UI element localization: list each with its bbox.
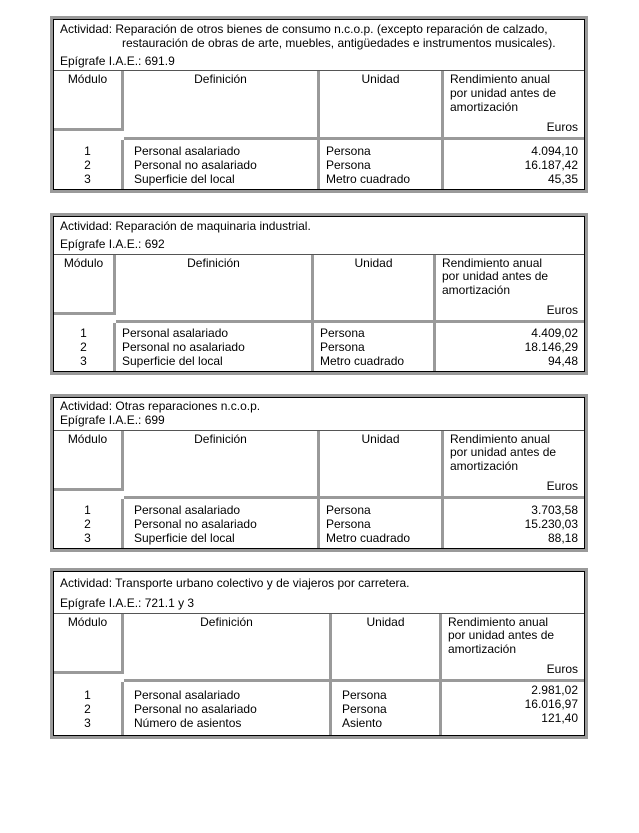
column-rendimiento	[436, 323, 584, 371]
modules-table	[54, 614, 584, 735]
header-rendimiento: Rendimiento anual por unidad antes de amortización Euros	[444, 431, 584, 499]
header-rendimiento: Rendimiento anual por unidad antes de amortización Euros	[442, 614, 584, 682]
column-modulo	[54, 499, 124, 548]
row-1-unidad: Persona	[342, 687, 387, 702]
row-2-definicion: Personal no asalariado	[134, 157, 257, 172]
row-1-unidad: Persona	[326, 143, 371, 158]
activity-title-line2: restauración de obras de arte, muebles, antigüedades e instrumentos musicales).	[122, 35, 556, 50]
row-1-unidad: Persona	[320, 325, 365, 340]
modules-table	[54, 255, 584, 371]
modules-table	[54, 71, 584, 188]
activity-header	[54, 572, 584, 614]
activity-title-line1: Actividad: Reparación de otros bienes de consumo n.c.o.p. (excepto reparación de calzado,	[60, 22, 548, 36]
row-1-definicion: Personal asalariado	[134, 502, 241, 517]
column-definicion	[116, 323, 314, 371]
column-unidad	[320, 140, 444, 189]
row-3-definicion: Superficie del local	[134, 171, 235, 186]
row-1-definicion: Personal asalariado	[134, 687, 241, 702]
row-2-rendimiento: 18.146,29	[524, 339, 578, 354]
row-2-rendimiento: 15.230,03	[524, 516, 578, 531]
header-euros: Euros	[546, 661, 578, 676]
column-definicion	[124, 682, 332, 735]
row-3-modulo: 3	[84, 171, 91, 186]
header-modulo: Módulo	[54, 71, 124, 131]
row-2-definicion: Personal no asalariado	[134, 516, 257, 531]
header-unidad: Unidad	[320, 71, 444, 139]
column-definicion	[124, 140, 320, 189]
row-3-unidad: Metro cuadrado	[326, 530, 411, 545]
row-1-rendimiento: 2.981,02	[531, 682, 578, 697]
row-3-definicion: Superficie del local	[122, 353, 223, 368]
epigrafe: Epígrafe I.A.E.: 691.9	[60, 53, 175, 68]
row-3-definicion: Número de asientos	[134, 715, 242, 730]
header-modulo: Módulo	[54, 614, 124, 674]
column-modulo	[54, 682, 124, 735]
column-rendimiento	[444, 140, 584, 189]
header-modulo: Módulo	[54, 431, 124, 491]
row-1-unidad: Persona	[326, 502, 371, 517]
header-euros: Euros	[546, 119, 578, 134]
row-3-rendimiento: 94,48	[547, 353, 578, 368]
row-2-modulo: 2	[80, 339, 87, 354]
column-modulo	[54, 323, 116, 371]
header-definicion: Definición	[116, 255, 314, 323]
row-1-modulo: 1	[84, 502, 91, 517]
activity-title: Actividad: Transporte urbano colectivo y de viajeros por carretera.	[60, 576, 410, 590]
row-2-unidad: Persona	[326, 516, 371, 531]
row-1-definicion: Personal asalariado	[122, 325, 229, 340]
row-1-modulo: 1	[84, 143, 91, 158]
activity-block-1	[50, 16, 588, 193]
row-3-definicion: Superficie del local	[134, 530, 235, 545]
modules-table	[54, 431, 584, 548]
row-3-unidad: Metro cuadrado	[326, 171, 411, 186]
activity-title: Actividad: Reparación de maquinaria industrial.	[60, 219, 311, 233]
row-3-rendimiento: 121,40	[541, 710, 578, 725]
activity-block-3	[50, 394, 588, 552]
header-unidad: Unidad	[314, 255, 436, 323]
row-2-modulo: 2	[84, 516, 91, 531]
epigrafe: Epígrafe I.A.E.: 699	[60, 412, 165, 427]
header-modulo: Módulo	[54, 255, 116, 315]
activity-header	[54, 217, 584, 255]
row-3-rendimiento: 45,35	[547, 171, 578, 186]
activity-header	[54, 20, 584, 71]
column-unidad	[332, 682, 442, 735]
header-euros: Euros	[546, 478, 578, 493]
row-2-rendimiento: 16.187,42	[524, 157, 578, 172]
header-euros: Euros	[546, 302, 578, 317]
row-2-rendimiento: 16.016,97	[524, 696, 578, 711]
row-3-modulo: 3	[84, 715, 91, 730]
row-3-unidad: Metro cuadrado	[320, 353, 405, 368]
column-rendimiento	[444, 499, 584, 548]
row-1-rendimiento: 4.409,02	[531, 325, 578, 340]
column-unidad	[314, 323, 436, 371]
header-unidad: Unidad	[320, 431, 444, 499]
row-2-modulo: 2	[84, 157, 91, 172]
row-3-rendimiento: 88,18	[547, 530, 578, 545]
row-2-unidad: Persona	[326, 157, 371, 172]
header-definicion: Definición	[124, 71, 320, 139]
row-1-modulo: 1	[80, 325, 87, 340]
epigrafe: Epígrafe I.A.E.: 721.1 y 3	[60, 595, 195, 610]
row-3-modulo: 3	[80, 353, 87, 368]
header-rendimiento: Rendimiento anual por unidad antes de amortización Euros	[444, 71, 584, 139]
column-modulo	[54, 140, 124, 189]
header-rendimiento: Rendimiento anual por unidad antes de amortización Euros	[436, 255, 584, 323]
column-unidad	[320, 499, 444, 548]
row-1-modulo: 1	[84, 687, 91, 702]
epigrafe: Epígrafe I.A.E.: 692	[60, 236, 165, 251]
row-1-definicion: Personal asalariado	[134, 143, 241, 158]
row-2-definicion: Personal no asalariado	[122, 339, 245, 354]
activity-header	[54, 398, 584, 431]
row-2-unidad: Persona	[342, 701, 387, 716]
header-definicion: Definición	[124, 431, 320, 499]
row-2-definicion: Personal no asalariado	[134, 701, 257, 716]
header-unidad: Unidad	[332, 614, 442, 682]
row-3-modulo: 3	[84, 530, 91, 545]
row-2-unidad: Persona	[320, 339, 365, 354]
row-3-unidad: Asiento	[342, 715, 383, 730]
activity-block-4	[50, 568, 588, 739]
activity-block-2	[50, 213, 588, 375]
row-2-modulo: 2	[84, 701, 91, 716]
column-rendimiento	[442, 682, 584, 735]
row-1-rendimiento: 4.094,10	[531, 143, 578, 158]
activity-title: Actividad: Otras reparaciones n.c.o.p.	[60, 399, 261, 413]
header-definicion: Definición	[124, 614, 332, 682]
row-1-rendimiento: 3.703,58	[531, 502, 578, 517]
column-definicion	[124, 499, 320, 548]
